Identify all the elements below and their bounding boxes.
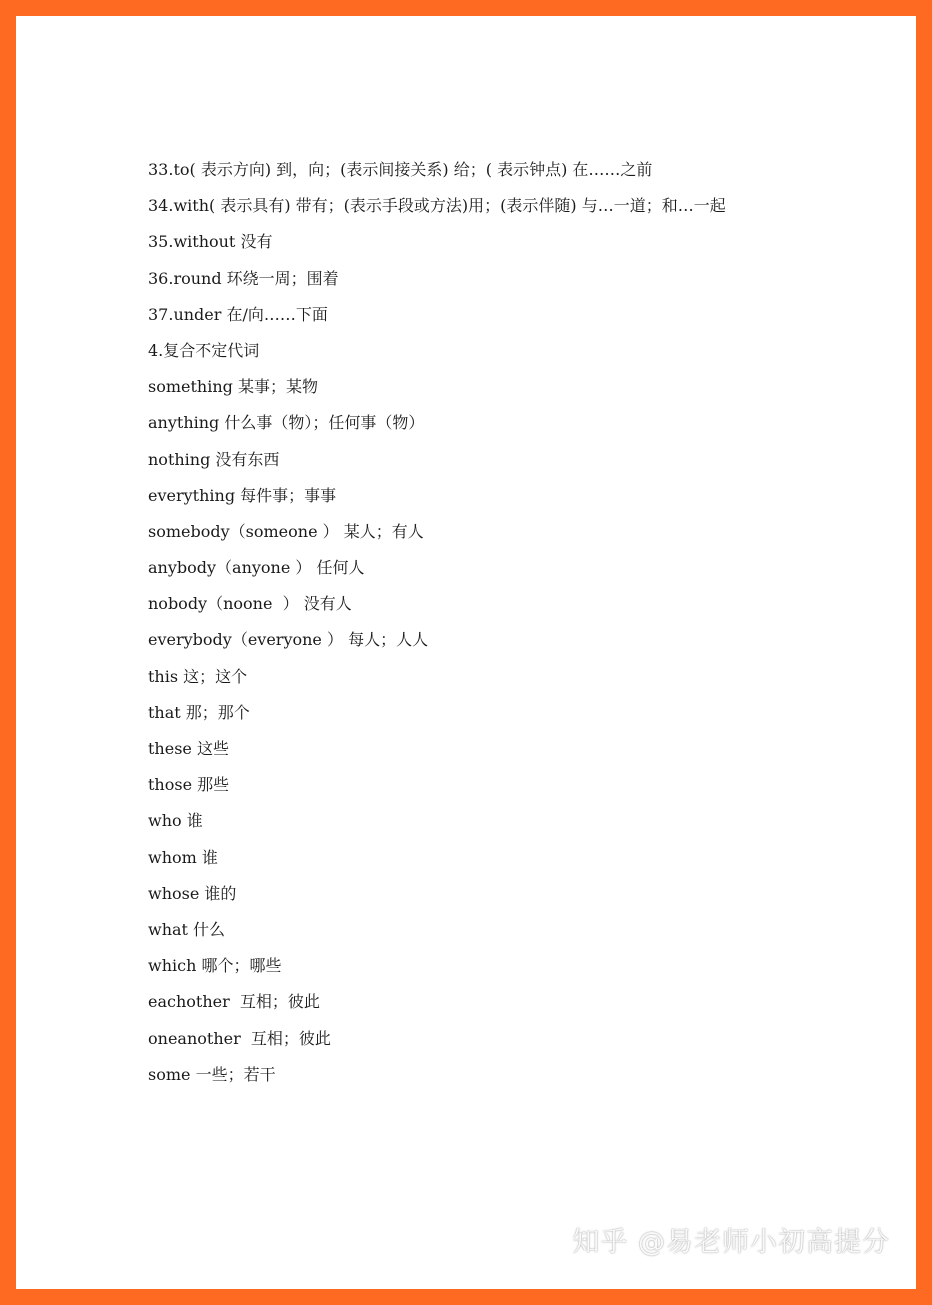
- text-line: this 这；这个: [148, 666, 248, 686]
- text-line: that 那；那个: [148, 702, 250, 722]
- document-body: [148, 157, 888, 1098]
- text-line: 35.without 没有: [148, 232, 273, 252]
- text-line: 34.with( 表示具有) 带有；(表示手段或方法)用；(表示伴随) 与…一道；和…一起: [148, 196, 726, 216]
- text-line: eachother 互相；彼此: [148, 992, 320, 1012]
- text-line: some 一些；若干: [148, 1064, 276, 1084]
- text-line: everybody（everyone ） 每人；人人: [148, 630, 429, 650]
- text-line: anything 什么事（物）；任何事（物）: [148, 413, 425, 433]
- text-line: who 谁: [148, 811, 203, 831]
- zhihu-watermark: 知乎 @易老师小初高提分: [572, 1227, 890, 1258]
- text-line: oneanother 互相；彼此: [148, 1028, 331, 1048]
- text-line: those 那些: [148, 775, 230, 795]
- text-line: anybody（anyone ） 任何人: [148, 558, 365, 578]
- text-line: 36.round 环绕一周；围着: [148, 268, 339, 288]
- section-heading: 4.复合不定代词: [148, 340, 260, 360]
- text-line: what 什么: [148, 919, 226, 939]
- text-line: which 哪个；哪些: [148, 956, 282, 976]
- text-line: something 某事；某物: [148, 377, 318, 397]
- text-line: everything 每件事；事事: [148, 485, 337, 505]
- text-line: whom 谁: [148, 847, 218, 867]
- text-line: nobody（noone ） 没有人: [148, 594, 352, 614]
- text-line: whose 谁的: [148, 883, 237, 903]
- text-line: these 这些: [148, 739, 229, 758]
- text-line: somebody（someone ） 某人；有人: [148, 521, 424, 541]
- text-line: nothing 没有东西: [148, 449, 280, 469]
- text-line: 37.under 在/向……下面: [148, 304, 328, 324]
- document-page: [16, 16, 916, 1289]
- text-line: 33.to( 表示方向) 到，向；(表示间接关系) 给；( 表示钟点) 在……之前: [148, 160, 653, 179]
